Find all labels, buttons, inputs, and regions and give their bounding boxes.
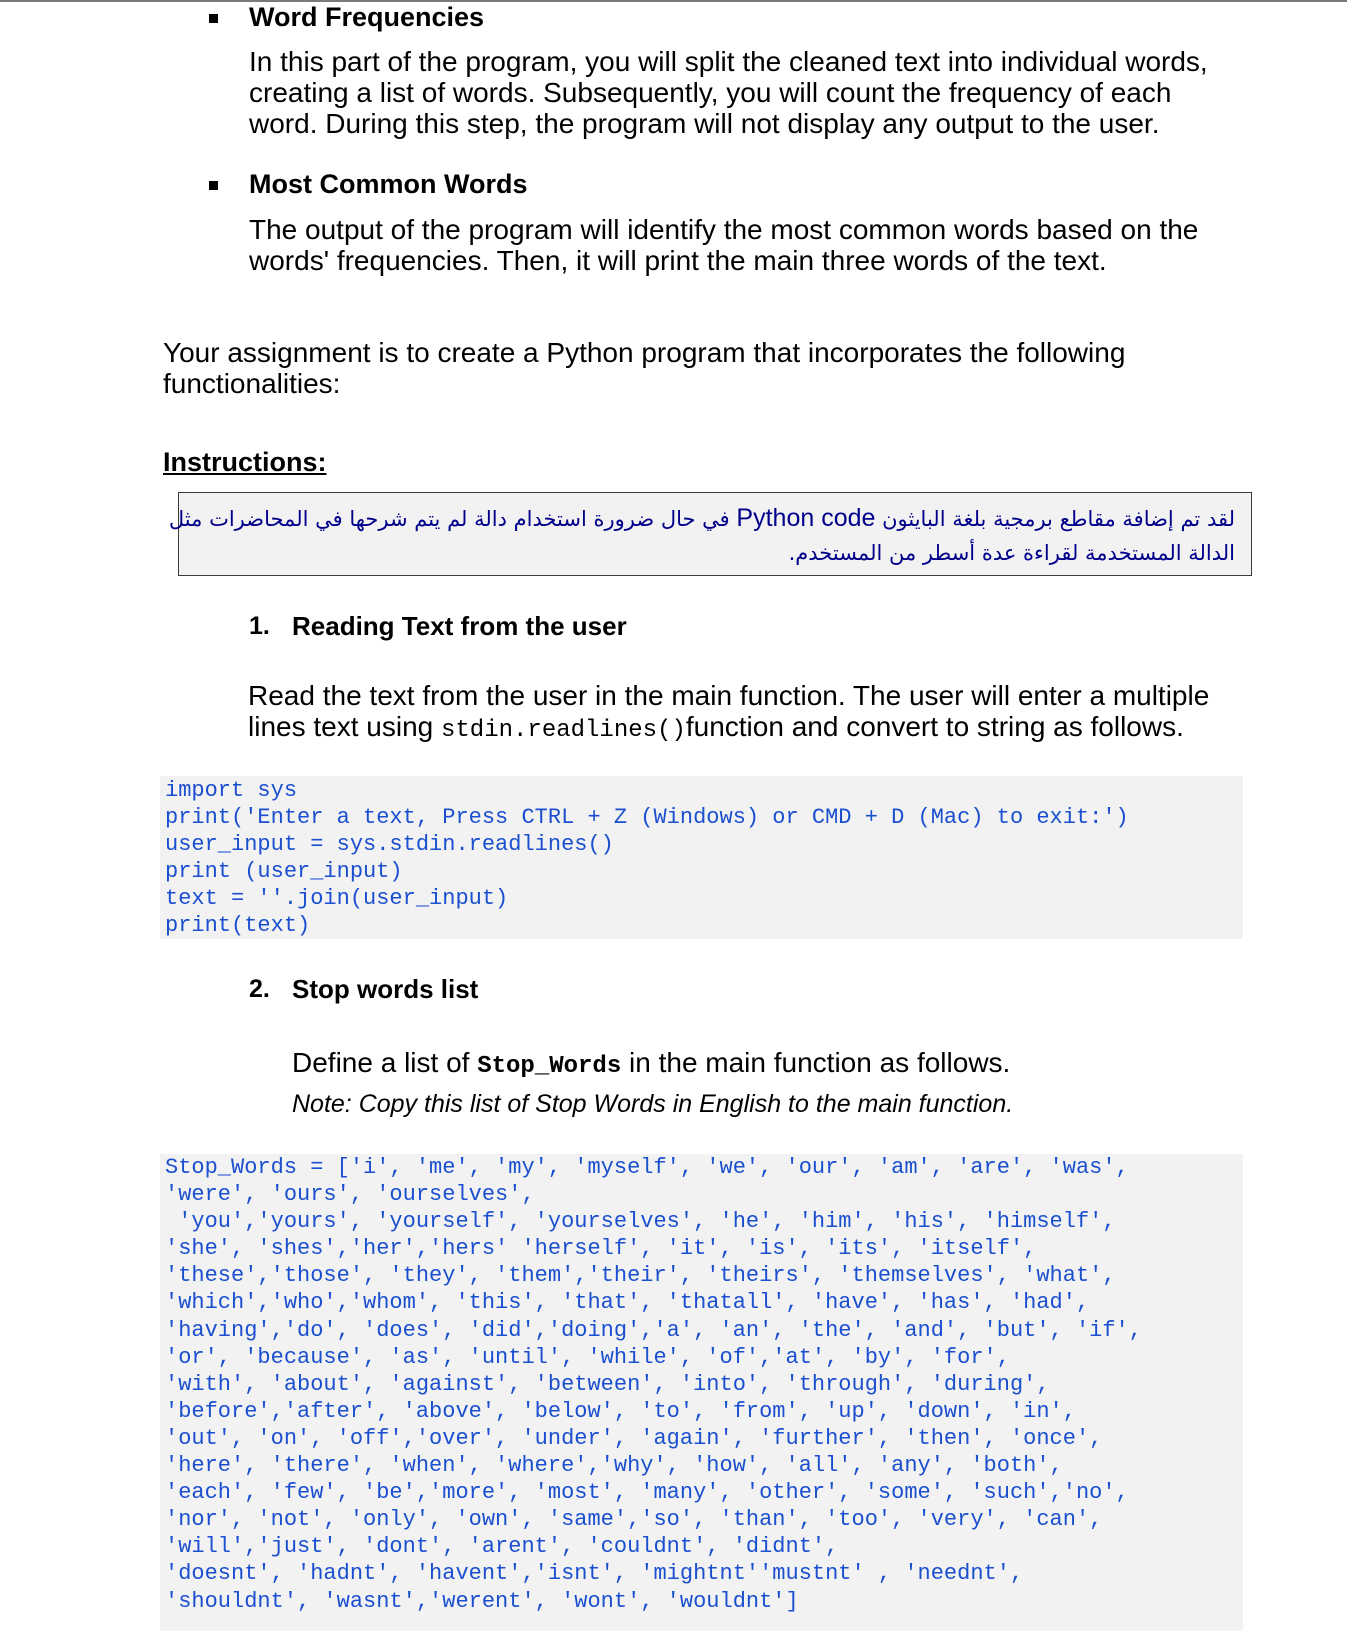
arabic-note-post: في حال ضرورة استخدام دالة لم يتم شرحها في المحاضرات مثل (168, 507, 730, 531)
code-line: 'she', 'shes','her','hers' 'herself', 'it', 'is', 'its', 'itself', (165, 1236, 1037, 1262)
code-line: 'shouldnt', 'wasnt','werent', 'wont', 'wouldnt'] (165, 1588, 799, 1614)
paragraph-line (248, 711, 1209, 746)
code-line: 'these','those', 'they', 'them','their', 'theirs', 'themselves', 'what', (165, 1263, 1116, 1289)
code-line: 'here', 'there', 'when', 'where','why', 'how', 'all', 'any', 'both', (165, 1453, 1063, 1479)
step1-number: 1. (249, 612, 270, 640)
code-line: 'you','yours', 'yourself', 'yourselves', 'he', 'him', 'his', 'himself', (165, 1209, 1116, 1235)
arabic-note-box (168, 492, 1252, 576)
bullet-word-frequencies (209, 14, 218, 23)
code-block-read-input (160, 776, 1243, 939)
code-line: 'before','after', 'above', 'below', 'to', 'from', 'up', 'down', 'in', (165, 1398, 1076, 1424)
paragraph-line: The output of the program will identify the most common words based on the (249, 214, 1199, 245)
paragraph-word-frequencies (249, 46, 1208, 139)
code-line: text = ''.join(user_input) (165, 886, 509, 911)
code-line: import sys (165, 778, 298, 803)
step2-line1-post: in the main function as follows. (621, 1047, 1011, 1078)
arabic-note-line-2: الدالة المستخدمة لقراءة عدة أسطر من المستخدم. (788, 541, 1235, 565)
paragraph-line: word. During this step, the program will not display any output to the user. (249, 108, 1160, 139)
step2-paragraph (292, 1047, 1013, 1120)
paragraph-line: creating a list of words. Subsequently, you will count the frequency of each (249, 77, 1172, 108)
code-line: Stop_Words = ['i', 'me', 'my', 'myself', 'we', 'our', 'am', 'are', 'was', (165, 1155, 1129, 1180)
step1-title: Reading Text from the user (292, 611, 627, 641)
step2-line1-code: Stop_Words (477, 1053, 622, 1080)
code-line: 'which','who','whom', 'this', 'that', 'thatall', 'have', 'has', 'had', (165, 1290, 1090, 1316)
step1-paragraph (248, 680, 1209, 746)
paragraph-line: Your assignment is to create a Python program that incorporates the following (163, 337, 1126, 368)
paragraph-line: words' frequencies. Then, it will print the main three words of the text. (249, 245, 1107, 276)
code-line: 'out', 'on', 'off','over', 'under', 'again', 'further', 'then', 'once', (165, 1425, 1103, 1451)
code-line: 'were', 'ours', 'ourselves', (165, 1182, 535, 1208)
code-line: 'each', 'few', 'be','more', 'most', 'many', 'other', 'some', 'such','no', (165, 1480, 1129, 1506)
code-line: 'having','do', 'does', 'did','doing','a', 'an', 'the', 'and', 'but', 'if', (165, 1317, 1142, 1343)
code-block-stop-words (160, 1154, 1243, 1631)
paragraph-line: Read the text from the user in the main function. The user will enter a multiple (248, 680, 1210, 711)
paragraph-line (292, 1047, 1013, 1082)
code-line: 'with', 'about', 'against', 'between', 'into', 'through', 'during', (165, 1371, 1050, 1397)
code-line: 'or', 'because', 'as', 'until', 'while', 'of','at', 'by', 'for', (165, 1344, 1010, 1370)
arabic-note-line-1 (168, 501, 1235, 536)
code-line: user_input = sys.stdin.readlines() (165, 832, 614, 857)
step2-title: Stop words list (292, 974, 479, 1004)
heading-word-frequencies: Word Frequencies (249, 2, 485, 32)
step1-line2-post: function and convert to string as follows. (685, 711, 1184, 742)
code-line: 'will','just', 'dont', 'arent', 'couldnt', 'didnt', (165, 1534, 839, 1560)
step1-line2-code: stdin.readlines() (441, 717, 686, 744)
code-line: 'doesnt', 'hadnt', 'havent','isnt', 'mightnt''mustnt' , 'neednt', (165, 1561, 1024, 1587)
paragraph-most-common-words (249, 214, 1198, 276)
step2-line1-pre: Define a list of (292, 1047, 478, 1078)
step1-line2-pre: lines text using (248, 711, 441, 742)
code-line: print('Enter a text, Press CTRL + Z (Windows) or CMD + D (Mac) to exit:') (165, 805, 1129, 830)
assignment-paragraph (163, 337, 1125, 399)
paragraph-line: In this part of the program, you will split the cleaned text into individual words, (249, 46, 1208, 77)
bullet-most-common-words (209, 181, 218, 190)
paragraph-line: functionalities: (163, 368, 341, 399)
code-line: print (user_input) (165, 859, 403, 884)
arabic-note-code: Python code (736, 504, 876, 532)
step2-number: 2. (249, 975, 270, 1003)
instructions-heading: Instructions: (163, 447, 327, 477)
top-border (0, 0, 1347, 2)
code-line: print(text) (165, 913, 311, 938)
heading-most-common-words: Most Common Words (249, 169, 528, 199)
step2-note: Note: Copy this list of Stop Words in English to the main function. (292, 1090, 1014, 1118)
code-line: 'nor', 'not', 'only', 'own', 'same','so', 'than', 'too', 'very', 'can', (165, 1507, 1103, 1533)
arabic-note-pre: لقد تم إضافة مقاطع برمجية بلغة البايثون (882, 507, 1235, 531)
